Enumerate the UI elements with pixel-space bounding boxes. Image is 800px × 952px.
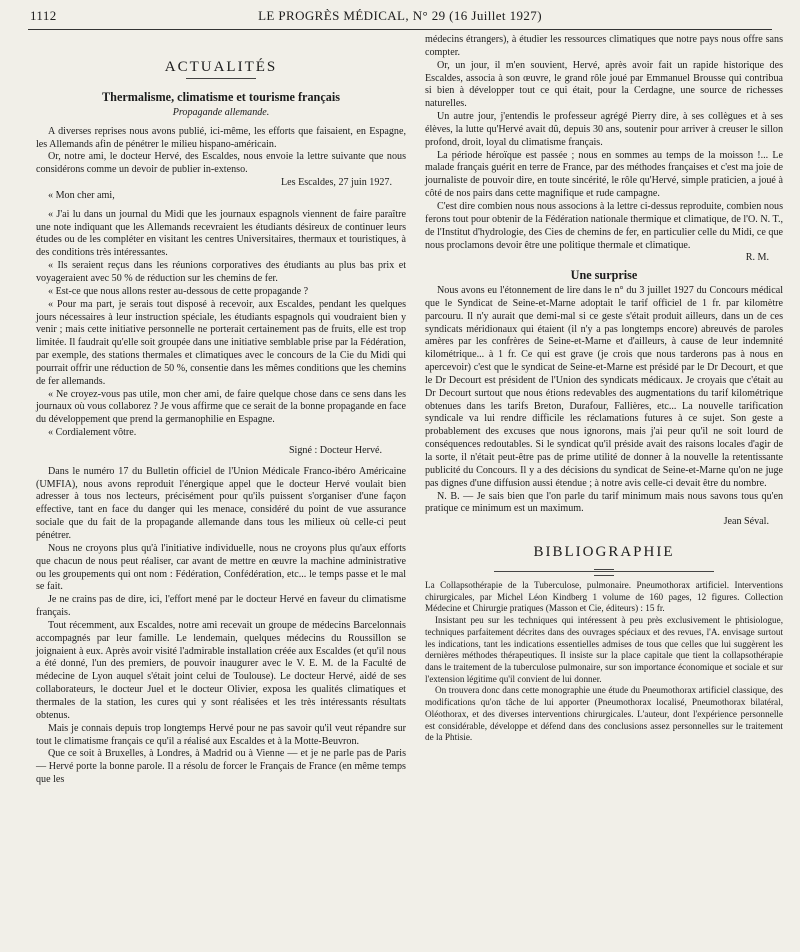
letter-paragraph: « Ils seraient reçus dans les réunions corporatives des étudiants au plus bas prix et voyageraient avec 50 % de réduction sur les chemins de fer.	[36, 260, 406, 284]
header-rule	[28, 29, 772, 30]
article-title-surprise: Une surprise	[570, 268, 638, 283]
paragraph: A diverses reprises nous avons publié, ici-même, les efforts que faisaient, en Espagne, les Allemands afin de pénétrer le milieu hispano-américain.	[36, 125, 406, 150]
paragraph: C'est dire combien nous nous associons à la lettre ci-dessus reproduite, combien nous ferons tout pour obtenir de la Fédération nationale thermique et climatique, de l'O. N. T., de l'Institut d'hydrologie, des Cies de chemins de fer, en particulier celle du Midi, ce que nous proclamons devoir être une politique thermale et climatique.	[425, 200, 783, 251]
letter-signature: Signé : Docteur Hervé.	[288, 444, 382, 456]
letter-paragraph: « Est-ce que nous allons rester au-dessous de cette propagande ?	[48, 285, 309, 297]
review-paragraph: On trouvera donc dans cette monographie une étude du Pneumothorax artificiel classique, des modifications qu'on tâche de lui apporter (Pneumothorax localisé, Pneumothorax bilatéral, Oléothorax, et des diverses interventions chirurgicales. L'auteur, dont l'expérience personnelle est considérable, développe et défend dans des conclusions assez personnelles sur le traitement de la Phtisie.	[425, 685, 783, 743]
salutation: « Mon cher ami,	[48, 189, 115, 201]
author-initials: R. M.	[745, 252, 769, 264]
left-column	[36, 34, 406, 787]
page-number: 1112	[30, 8, 57, 23]
paragraph: Tout récemment, aux Escaldes, notre ami recevait un groupe de médecins Barcelonnais accompagnés par leur famille. Le lendemain, quelques médecins du Roussillon se joignaient à eux. Après avoir visité l'admirable installation créée aux Escaldes (et qu'il nous a été donné, l'un des premiers, de pouvoir inaugurer avec le V. E. M. de la Faculté de médecine de Lyon auquel s'était joint celui de Toulouse). Le docteur Hervé, aidé de ses collaborateurs, le docteur Juel et le docteur Olivier, exposa les qualités climatiques et thermales de la station, les cures qui y sont réalisées et les très intéressants résultats obtenus.	[36, 619, 406, 721]
article-title: Thermalisme, climatisme et tourisme français	[102, 90, 340, 104]
letter-paragraph: « J'ai lu dans un journal du Midi que les journaux espagnols viennent de faire paraître une note indiquant que les Allemands recevraient les étudiants désireux de continuer leurs études ou de les compléter en visitant les centres Universitaires, thermaux et touristiques, à des conditions très intéressantes.	[36, 208, 406, 259]
note-paragraph: N. B. — Je sais bien que l'on parle du tarif minimum mais nous savons tous qu'en pratique ce minimum est un maximum.	[425, 490, 783, 515]
section-heading-bibliographie: BIBLIOGRAPHIE	[533, 544, 675, 561]
paragraph: médecins étrangers), à étudier les ressources climatiques que notre pays nous offre sans compter.	[425, 34, 783, 58]
ornamental-rule	[494, 571, 714, 572]
paragraph: Or, un jour, il m'en souvient, Hervé, après avoir fait un rapide historique des Escaldes, associa à son œuvre, le grand rôle joué par Emmanuel Brousse qui contribua si bien à développer tout ce qui était, pour la Cerdagne, une source de richesses naturelles.	[425, 59, 783, 110]
paragraph: Je ne crains pas de dire, ici, l'effort mené par le docteur Hervé en faveur du climatisme français.	[36, 594, 406, 619]
dateline: Les Escaldes, 27 juin 1927.	[280, 177, 392, 189]
section-rule	[186, 78, 256, 79]
paragraph: Nous avons eu l'étonnement de lire dans le n° du 3 juillet 1927 du Concours médical que le Syndicat de Seine-et-Marne adoptait le tarif officiel de 1 fr. par kilomètre parcouru. Il n'y aurait que demi-mal si ce geste s'était produit ailleurs, dans un de ces syndicats méridionaux qui étaient (il n'y a pas longtemps encore) abreuvés de paroles amères par les confrères de Seine-et-Marne et d'ailleurs, à cause de leur indemnité kilométrique... à 1 fr. Ce qui est grave (je crois que nous tarderons pas à nous en apercevoir) c'est que le syndicat de Seine-et-Marne est présidé par le Dr Decourt, et que le Dr Decourt est président de l'Union des syndicats médicaux. Je croyais que c'était au Dr Decourt surtout que nous étions redevables des augmentations du tarif kilométrique obtenues dans les tarifs Breton, Durafour, Fallières, etc... La nouvelle tarification syndicale va lui rendre difficile les réclamations futures à ce sujet. Son geste a probablement des excuses que nous ignorons, mais j'ai peur qu'il ne soit lourd de conséquences redoutables. Si le syndicat qu'il préside avait des raisons locales d'agir de la sorte, il n'était peut-être pas de prime utilité de donner à la nouvelle la retentissante publicité du Concours. Il y a des décisions du syndicat de Seine-et-Marne qu'on ne juge pas dignes d'une diffusion aussi étendue ; à notre avis celle-ci devait être du nombre.	[425, 285, 783, 489]
paragraph: Un autre jour, j'entendis le professeur agrégé Pierry dire, à ses collègues et à ses élèves, la lutte qu'Hervé avait dû, depuis 30 ans, soutenir pour arriver à creuser le sillon profond, droit, loyal du climatisme français.	[425, 111, 783, 148]
article-subtitle: Propagande allemande.	[172, 106, 270, 118]
letter-paragraph: « Ne croyez-vous pas utile, mon cher ami, de faire quelque chose dans ce sens dans les journaux où vous collaborez ? Je vous affirme que ce serait de la bonne propagande en face du développement que prend la germanophilie en Espagne.	[36, 388, 406, 426]
book-reference: La Collapsothérapie de la Tuberculose, pulmonaire. Pneumothorax artificiel. Interventions chirurgicales, par Michel Léon Kindberg 1 volume de 160 pages, 12 figures. Collection Médecine et Chirurgie pratiques (Masson et Cie, éditeurs) : 15 fr.	[425, 580, 783, 614]
bibliography-entry	[425, 580, 783, 744]
letter-paragraph: « Cordialement vôtre.	[48, 427, 137, 439]
paragraph: Nous ne croyons plus qu'à l'initiative individuelle, nous ne croyons plus qu'aux efforts que chacun de nous peut réaliser, car avant de mettre en œuvre la machine administrative ou les groupements qui ont nom : Fédération, Confédération, etc... le temps passe et le mal se fait.	[36, 542, 406, 593]
section-heading-actualites: ACTUALITÉS	[164, 59, 278, 75]
running-header	[30, 8, 770, 26]
letter-paragraph: « Pour ma part, je serais tout disposé à recevoir, aux Escaldes, pendant les quelques jours nécessaires à leur instruction spéciale, les étudiants espagnols qui voudraient bien y venir ; mais cette initiative personnelle ne porterait certainement pas de fruits, elle est trop limitée. Il faudrait qu'elle soit groupée dans une initiative semblable prise par la Fédération, par exemple, des stations thermales et climatiques avec le concours de la Cie du Midi qui pourrait offrir une réduction de 50 %, consentie dans les mêmes conditions que les chemins de fer allemands.	[36, 298, 406, 387]
paragraph: Or, notre ami, le docteur Hervé, des Escaldes, nous envoie la lettre suivante que nous considérons comme un devoir de publier in-extenso.	[36, 151, 406, 176]
running-title: LE PROGRÈS MÉDICAL, N° 29 (16 Juillet 1927)	[258, 8, 542, 23]
author-signature: Jean Séval.	[723, 516, 769, 528]
paragraph: Que ce soit à Bruxelles, à Londres, à Madrid ou à Vienne — et je ne parle pas de Paris — Hervé porte la bonne parole. Il a résolu de forcer le Français de France (en même temps que les	[36, 748, 406, 786]
review-paragraph: Insistant peu sur les techniques qui intéressent à peu près exclusivement le phtisiologue, techniques parfaitement décrites dans des ouvrages spéciaux et des revues, l'A. envisage surtout les indications, tant les indications essentielles admises de tous que celles que lui suggèrent les dernières méthodes thérapeutiques. Il insiste sur la place capitale que tient la collapsothérapie dans le traitement de la tuberculose pulmonaire, sur son importance économique et sociale et sur l'extension légitime qu'il convient de lui donner.	[425, 615, 783, 684]
paragraph: Mais je connais depuis trop longtemps Hervé pour ne pas savoir qu'il veut répandre sur tout le climatisme français ce qu'il a réalisé aux Escaldes et à la Motte-Beuvron.	[36, 722, 406, 747]
right-column	[425, 34, 783, 744]
paragraph: La période héroïque est passée ; nous en sommes au temps de la moisson !... Le malade français guérit en terre de France, par des méthodes françaises et c'est ma joie de journaliste de pouvoir dire, en toute sincérité, le rôle qu'Hervé, simple praticien, a joué à côté de nos pairs dans cette magnifique et rude campagne.	[425, 149, 783, 200]
paragraph: Dans le numéro 17 du Bulletin officiel de l'Union Médicale Franco-ibéro Américaine (UMFIA), nous avons reproduit l'énergique appel que le docteur Hervé voulait bien adresser à tous nos lecteurs, précisément pour qu'ils puissent s'organiser d'une façon effective, tant en face du danger qui les menace, considéré du point de vue assurance sociale que du fait de la propagande allemande dans tous les milieux où celle-ci peut pénétrer.	[36, 465, 406, 541]
